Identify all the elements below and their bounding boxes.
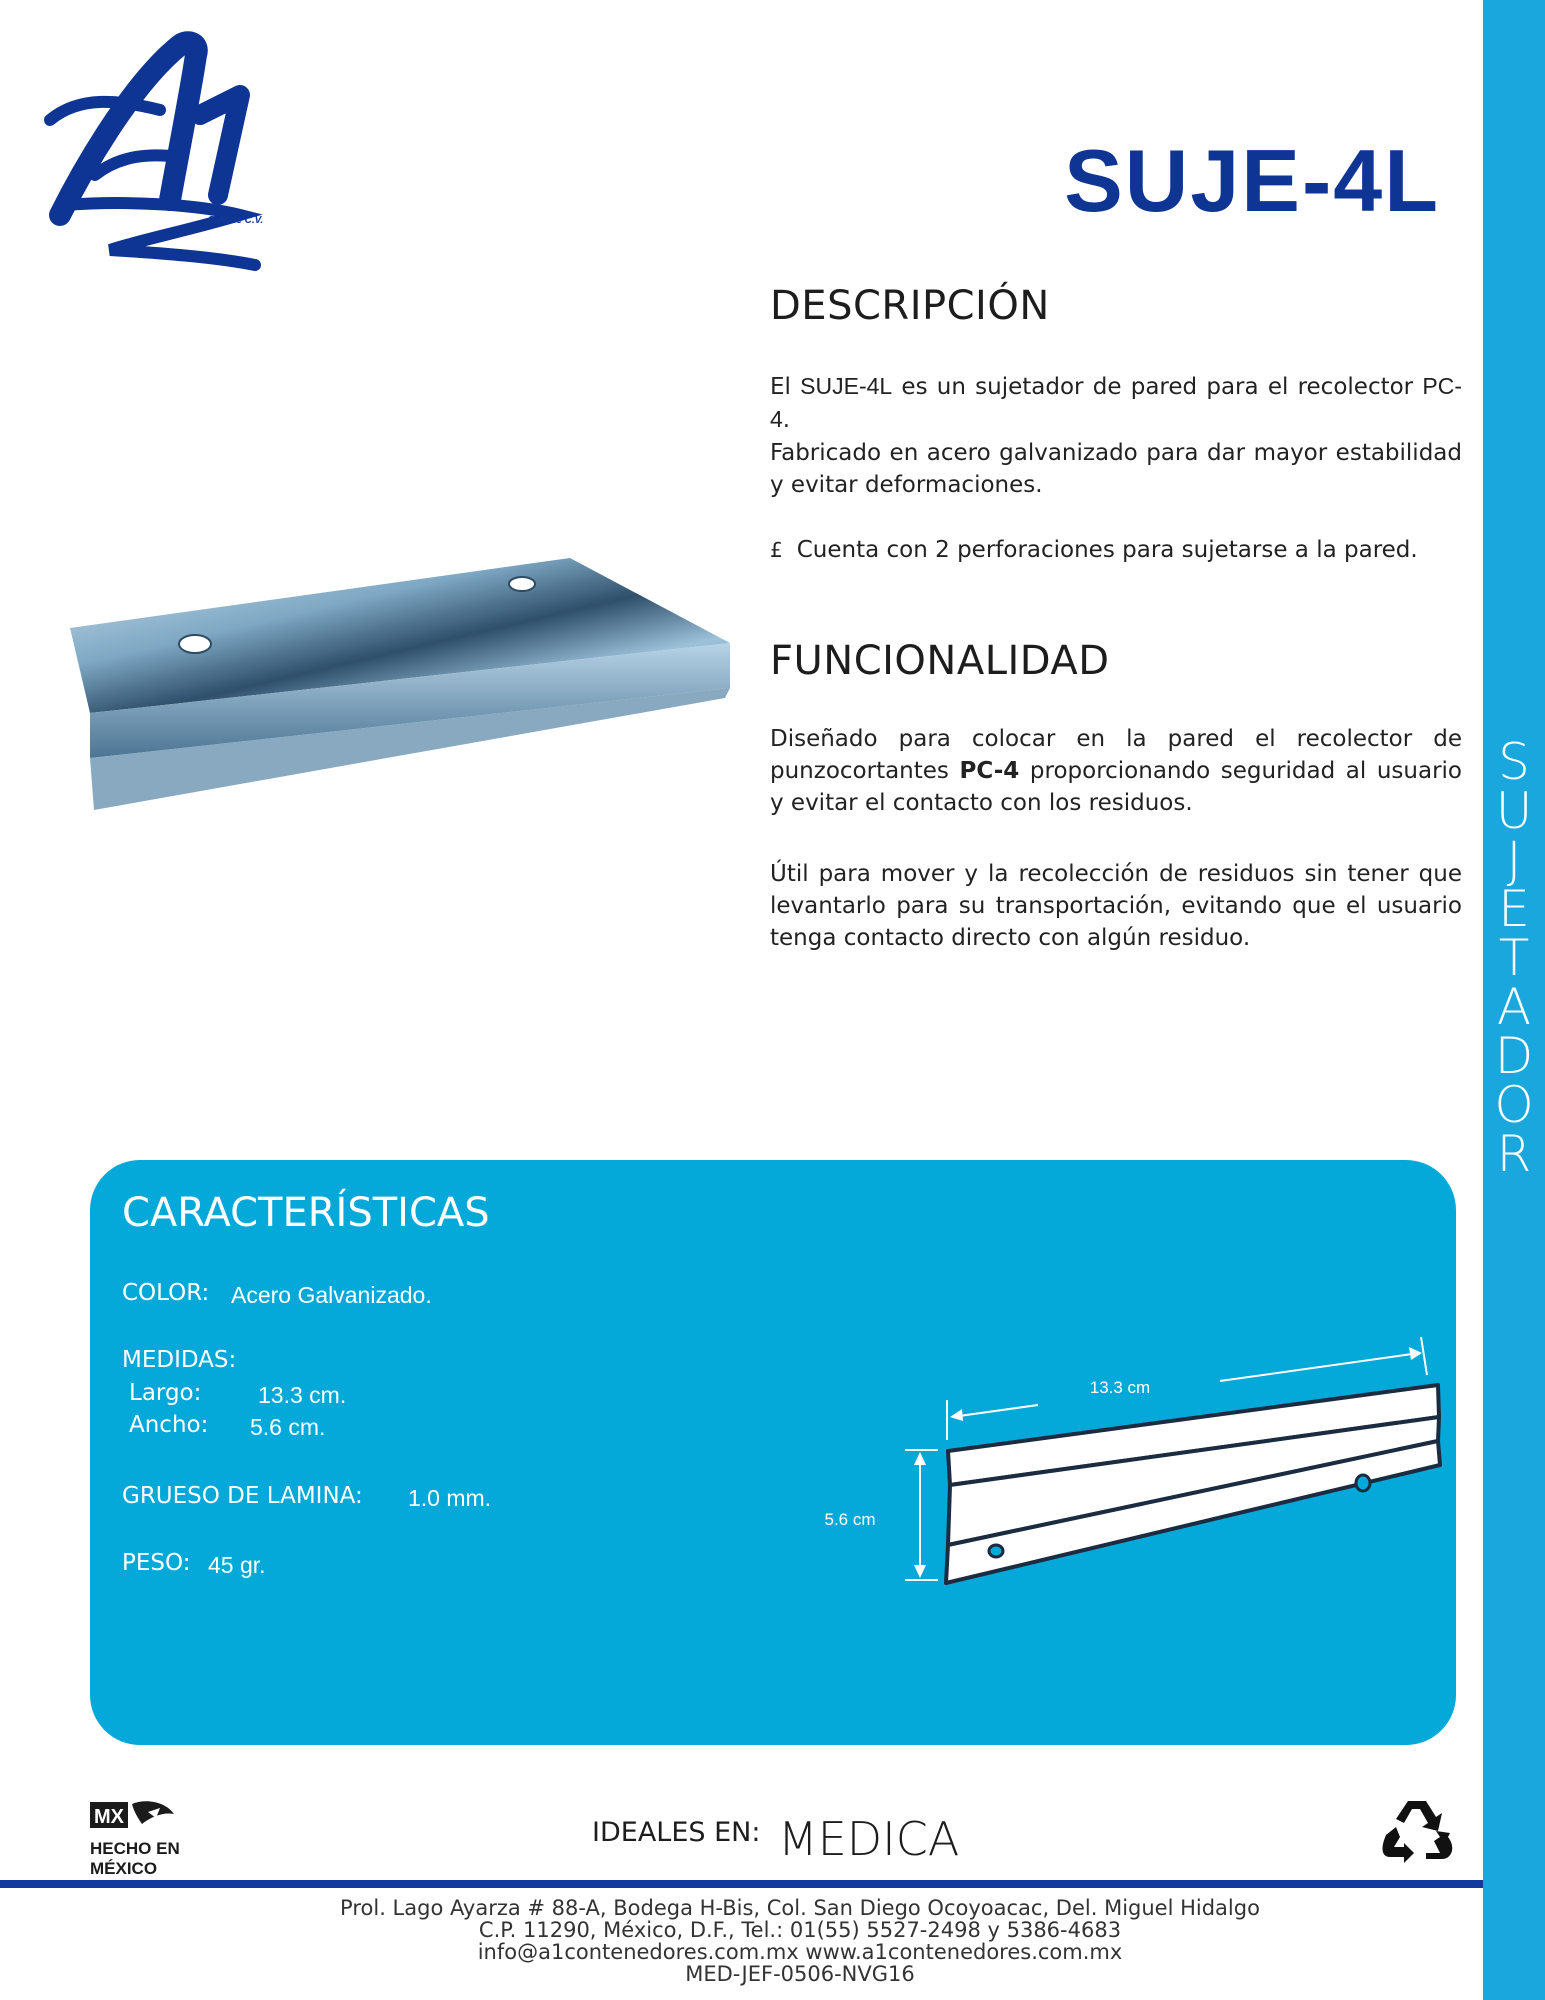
text-fragment: es un sujetador de pared para el recolector xyxy=(892,374,1423,400)
diagram-width-label: 5.6 cm xyxy=(824,1510,876,1529)
side-letter: D xyxy=(1494,1027,1534,1085)
footer-address-line2: C.P. 11290, México, D.F., Tel.: 01(55) 5527-2498 y 5386-4683 xyxy=(478,1918,1122,1942)
footer xyxy=(300,1897,1300,1985)
side-letter: S xyxy=(1498,733,1530,791)
side-letter: U xyxy=(1495,782,1533,840)
text-fragment: El xyxy=(770,374,801,400)
hecho-en-mexico-badge xyxy=(88,1798,188,1888)
side-label-sujetador xyxy=(1483,733,1545,1183)
side-letter: E xyxy=(1498,880,1530,938)
funcionalidad-title: FUNCIONALIDAD xyxy=(770,638,1110,684)
descripcion-line2: Fabricado en acero galvanizado para dar mayor estabilidad y evitar deformaciones. xyxy=(770,440,1462,498)
largo-label: Largo: xyxy=(129,1380,202,1406)
side-letter: O xyxy=(1494,1076,1534,1134)
footer-doc-code: MED-JEF-0506-NVG16 xyxy=(685,1962,915,1986)
a1-logo xyxy=(40,25,280,285)
descripcion-line1 xyxy=(770,370,1462,436)
side-letter: R xyxy=(1496,1125,1532,1183)
text-fragment: proporcionando seguridad al usuario y evitar el contacto con los residuos. xyxy=(770,758,1462,816)
grueso-label: GRUESO DE LAMINA: xyxy=(122,1483,363,1509)
diagram-length-label: 13.3 cm xyxy=(1089,1378,1151,1397)
text-fragment: Diseñado para colocar en la pared el recolector de punzocortantes xyxy=(770,726,1462,784)
recycle-icon xyxy=(1378,1797,1456,1871)
ancho-value: 5.6 cm. xyxy=(250,1414,326,1440)
footer-contact: info@a1contenedores.com.mx www.a1contenedores.com.mx xyxy=(477,1940,1123,1964)
color-label: COLOR: xyxy=(122,1280,210,1306)
product-ref-bold: PC-4 xyxy=(959,758,1020,784)
logo-subtitle: S.A. de C.V. xyxy=(208,215,264,226)
product-photo xyxy=(70,548,730,828)
descripcion-bullet xyxy=(770,537,1418,563)
side-letter: A xyxy=(1496,978,1532,1036)
descripcion-title: DESCRIPCIÓN xyxy=(770,283,1050,329)
bullet-mark: £ xyxy=(770,538,783,562)
grueso-value: 1.0 mm. xyxy=(408,1485,492,1511)
funcionalidad-p2: Útil para mover y la recolección de residuos sin tener que levantarlo para su transportación, evitando que el usuario tenga contacto directo con algún residuo. xyxy=(770,861,1462,951)
ideales-value: MEDICA xyxy=(778,1812,960,1866)
peso-label: PESO: xyxy=(122,1550,191,1576)
caracteristicas-title: CARACTERÍSTICAS xyxy=(122,1190,490,1236)
ideales-label: IDEALES EN: xyxy=(592,1817,761,1848)
peso-value: 45 gr. xyxy=(208,1552,266,1578)
product-ref-inline: PC-4 xyxy=(770,373,1462,432)
mx-badge-text: MX xyxy=(94,1806,124,1828)
product-code-inline: SUJE-4L xyxy=(800,373,893,399)
color-value: Acero Galvanizado. xyxy=(231,1282,432,1308)
mx-badge-line2: MÉXICO xyxy=(90,1859,158,1878)
bullet-text: Cuenta con 2 perforaciones para sujetarse a la pared. xyxy=(796,537,1418,563)
medidas-label: MEDIDAS: xyxy=(122,1347,237,1373)
side-letter: T xyxy=(1498,929,1530,987)
dimension-diagram xyxy=(810,1305,1450,1605)
funcionalidad-p1 xyxy=(770,723,1462,819)
largo-value: 13.3 cm. xyxy=(258,1382,347,1408)
text-fragment: . xyxy=(782,407,791,433)
footer-address-line1: Prol. Lago Ayarza # 88-A, Bodega H-Bis, Col. San Diego Ocoyoacac, Del. Miguel Hidalgo xyxy=(340,1896,1260,1920)
caracteristicas-panel xyxy=(90,1160,1456,1745)
side-letter: J xyxy=(1506,831,1522,889)
product-code: SUJE-4L xyxy=(1064,131,1440,230)
footer-divider xyxy=(0,1880,1483,1888)
ancho-label: Ancho: xyxy=(129,1412,209,1438)
mx-badge-line1: HECHO EN xyxy=(90,1839,180,1858)
